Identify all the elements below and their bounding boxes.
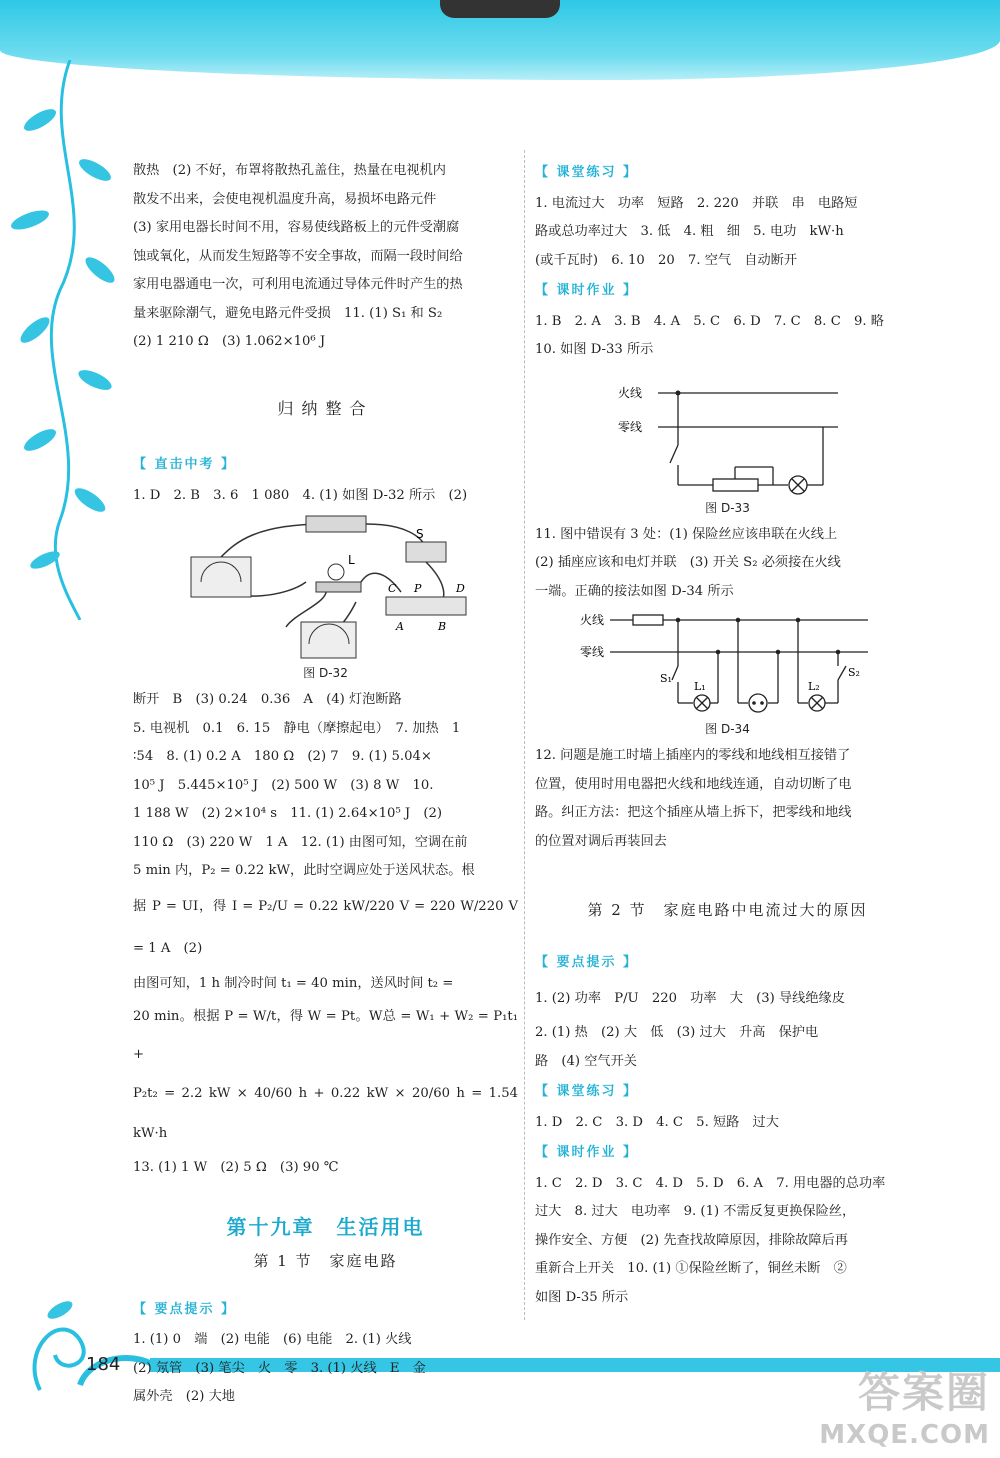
- fig32-label-a: A: [395, 620, 404, 633]
- text-line: 蚀或氧化，从而发生短路等不安全事故，而隔一段时间给: [133, 248, 463, 264]
- text-line: 重新合上开关 10. (1) ①保险丝断了，铜丝未断 ②: [535, 1261, 847, 1276]
- section-tag-keshi: 【 课时作业 】: [535, 283, 639, 298]
- text-line: 2. (1) 热 (2) 大 低 (3) 过大 升高 保护电: [535, 1025, 819, 1040]
- watermark-line2: MXQE.COM: [819, 1420, 990, 1450]
- text-line: 1. D 2. B 3. 6 1 080 4. (1) 如图 D-32 所示 (2): [133, 487, 468, 503]
- fig34-caption: 图 D-34: [705, 722, 750, 736]
- fig33-caption: 图 D-33: [705, 500, 750, 515]
- section-title: 第 2 节 家庭电路中电流过大的原因: [587, 901, 868, 919]
- fig32-label-d: D: [455, 582, 465, 595]
- figure-d33-circuit-diagram: [608, 367, 848, 497]
- text-line: 1. C 2. D 3. C 4. D 5. D 6. A 7. 用电器的总功率: [535, 1175, 886, 1191]
- text-line: ∶54 8. (1) 0.2 A 180 Ω (2) 7 9. (1) 5.04×: [133, 749, 432, 764]
- fig32-label-c: C: [387, 582, 396, 595]
- text-line: 路。纠正方法：把这个插座从墙上拆下，把零线和地线: [535, 805, 852, 820]
- text-line: 路或总功率过大 3. 低 4. 粗 细 5. 电功 kW·h: [535, 224, 844, 239]
- text-line: 由图可知，1 h 制冷时间 t₁ = 40 min，送风时间 t₂ =: [133, 975, 454, 991]
- text-line: 10. 如图 D-33 所示: [535, 342, 654, 357]
- figure-d32-circuit-diagram: [176, 512, 476, 662]
- formula-line: 20 min。根据 P = W/t，得 W = Pt。W总 = W₁ + W₂ = P₁t₁ +: [133, 1009, 518, 1062]
- summary-title: 归纳整合: [277, 398, 374, 418]
- formula-line: 1. (2) 功率 P/U 220 功率 大 (3) 导线绝缘皮: [535, 991, 845, 1006]
- text-line: 家用电器通电一次，可利用电流通过导体元件时产生的热: [133, 277, 463, 292]
- text-line: (2) 1 210 Ω (3) 1.062×10⁶ J: [133, 334, 326, 349]
- text-line: 5. 电视机 0.1 6. 15 静电（摩擦起电） 7. 加热 1: [133, 720, 461, 736]
- text-line: (3) 家用电器长时间不用，容易使线路板上的元件受潮腐: [133, 220, 460, 235]
- text-line: 路 (4) 空气开关: [535, 1053, 637, 1069]
- page-number: 184: [86, 1354, 121, 1375]
- section-tag-yaodian: 【 要点提示 】: [133, 1301, 237, 1317]
- top-tab-decoration: [440, 0, 560, 18]
- text-line: 量来驱除潮气，避免电路元件受损 11. (1) S₁ 和 S₂: [133, 305, 443, 321]
- text-line: 属外壳 (2) 大地: [133, 1389, 235, 1404]
- text-line: (2) 插座应该和电灯并联 (3) 开关 S₂ 必须接在火线: [535, 555, 841, 570]
- text-line: 1. (1) 0 端 (2) 电能 (6) 电能 2. (1) 火线: [133, 1332, 412, 1347]
- text-line: 位置，使用时用电器把火线和地线连通，自动切断了电: [535, 776, 852, 792]
- section-tag-ketang: 【 课堂练习 】: [535, 165, 639, 180]
- text-line: 1. 电流过大 功率 短路 2. 220 并联 串 电路短: [535, 195, 858, 211]
- fig33-label-live: 火线: [617, 385, 642, 400]
- section-title: 第 1 节 家庭电路: [253, 1252, 398, 1270]
- fig32-label-l: L: [347, 553, 355, 567]
- text-line: 13. (1) 1 W (2) 5 Ω (3) 90 ℃: [133, 1160, 339, 1175]
- text-line: 5 min 内，P₂ = 0.22 kW，此时空调应处于送风状态。根: [133, 863, 475, 878]
- vine-decoration: [0, 60, 130, 620]
- fig32-label-s: S: [415, 527, 424, 541]
- watermark-line1: 答案圈: [857, 1368, 990, 1417]
- right-column: [535, 157, 920, 1312]
- left-column: [133, 157, 518, 1412]
- text-line: 11. 图中错误有 3 处：(1) 保险丝应该串联在火线上: [535, 526, 838, 542]
- text-line: 如图 D-35 所示: [535, 1289, 629, 1305]
- text-line: 散发不出来，会使电视机温度升高，易损坏电路元件: [133, 191, 437, 207]
- text-line: (2) 氖管 (3) 笔尖 火 零 3. (1) 火线 E 金: [133, 1360, 426, 1376]
- chapter-title: 第十九章 生活用电: [226, 1214, 425, 1239]
- text-line: 一端。正确的接法如图 D-34 所示: [535, 583, 734, 599]
- formula-line: P₂t₂ = 2.2 kW × 40/60 h + 0.22 kW × 20/60 h = 1.54 kW·h: [133, 1086, 518, 1141]
- text-line: (或千瓦时) 6. 10 20 7. 空气 自动断开: [535, 252, 798, 268]
- text-line: 过大 8. 过大 电功率 9. (1) 不需反复更换保险丝，: [535, 1204, 856, 1219]
- text-line: 110 Ω (3) 220 W 1 A 12. (1) 由图可知，空调在前: [133, 834, 468, 850]
- fig34-label-s1: S₁: [659, 672, 672, 685]
- fig34-label-l2: L₂: [807, 680, 820, 693]
- fig32-label-p: P: [413, 582, 421, 595]
- text-line: 12. 问题是施工时墙上插座内的零线和地线相互接错了: [535, 748, 851, 763]
- section-tag-zhiji: 【 直击中考 】: [133, 457, 237, 472]
- text-line: 1. D 2. C 3. D 4. C 5. 短路 过大: [535, 1114, 779, 1130]
- formula-line: 据 P = UI，得 I = P₂/U = 0.22 kW/220 V = 220 W/220 V = 1 A (2): [133, 898, 518, 956]
- text-line: 1 188 W (2) 2×10⁴ s 11. (1) 2.64×10⁵ J (2): [133, 806, 443, 821]
- text-line: 1. B 2. A 3. B 4. A 5. C 6. D 7. C 8. C 9. 略: [535, 313, 884, 329]
- fig34-label-neutral: 零线: [579, 645, 604, 659]
- fig34-label-live: 火线: [579, 613, 604, 627]
- section-tag-ketang: 【 课堂练习 】: [535, 1084, 639, 1099]
- fig34-label-l1: L₁: [693, 680, 706, 693]
- text-line: 10⁵ J 5.445×10⁵ J (2) 500 W (3) 8 W 10.: [133, 777, 434, 793]
- section-tag-keshi: 【 课时作业 】: [535, 1145, 639, 1160]
- column-divider: [524, 150, 525, 1320]
- fig32-label-b: B: [437, 620, 446, 633]
- text-line: 断开 B (3) 0.24 0.36 A (4) 灯泡断路: [133, 692, 402, 707]
- section-tag-yaodian: 【 要点提示 】: [535, 954, 639, 970]
- fig32-caption: 图 D-32: [303, 666, 348, 680]
- text-line: 的位置对调后再装回去: [535, 833, 667, 849]
- text-line: 散热 (2) 不好，布罩将散热孔盖住，热量在电视机内: [133, 163, 446, 178]
- watermark: [819, 1360, 990, 1450]
- fig33-label-neutral: 零线: [617, 419, 642, 434]
- figure-d34-circuit-diagram: [578, 608, 878, 718]
- fig34-label-s2: S₂: [847, 666, 860, 679]
- text-line: 操作安全、方便 (2) 先查找故障原因，排除故障后再: [535, 1232, 848, 1248]
